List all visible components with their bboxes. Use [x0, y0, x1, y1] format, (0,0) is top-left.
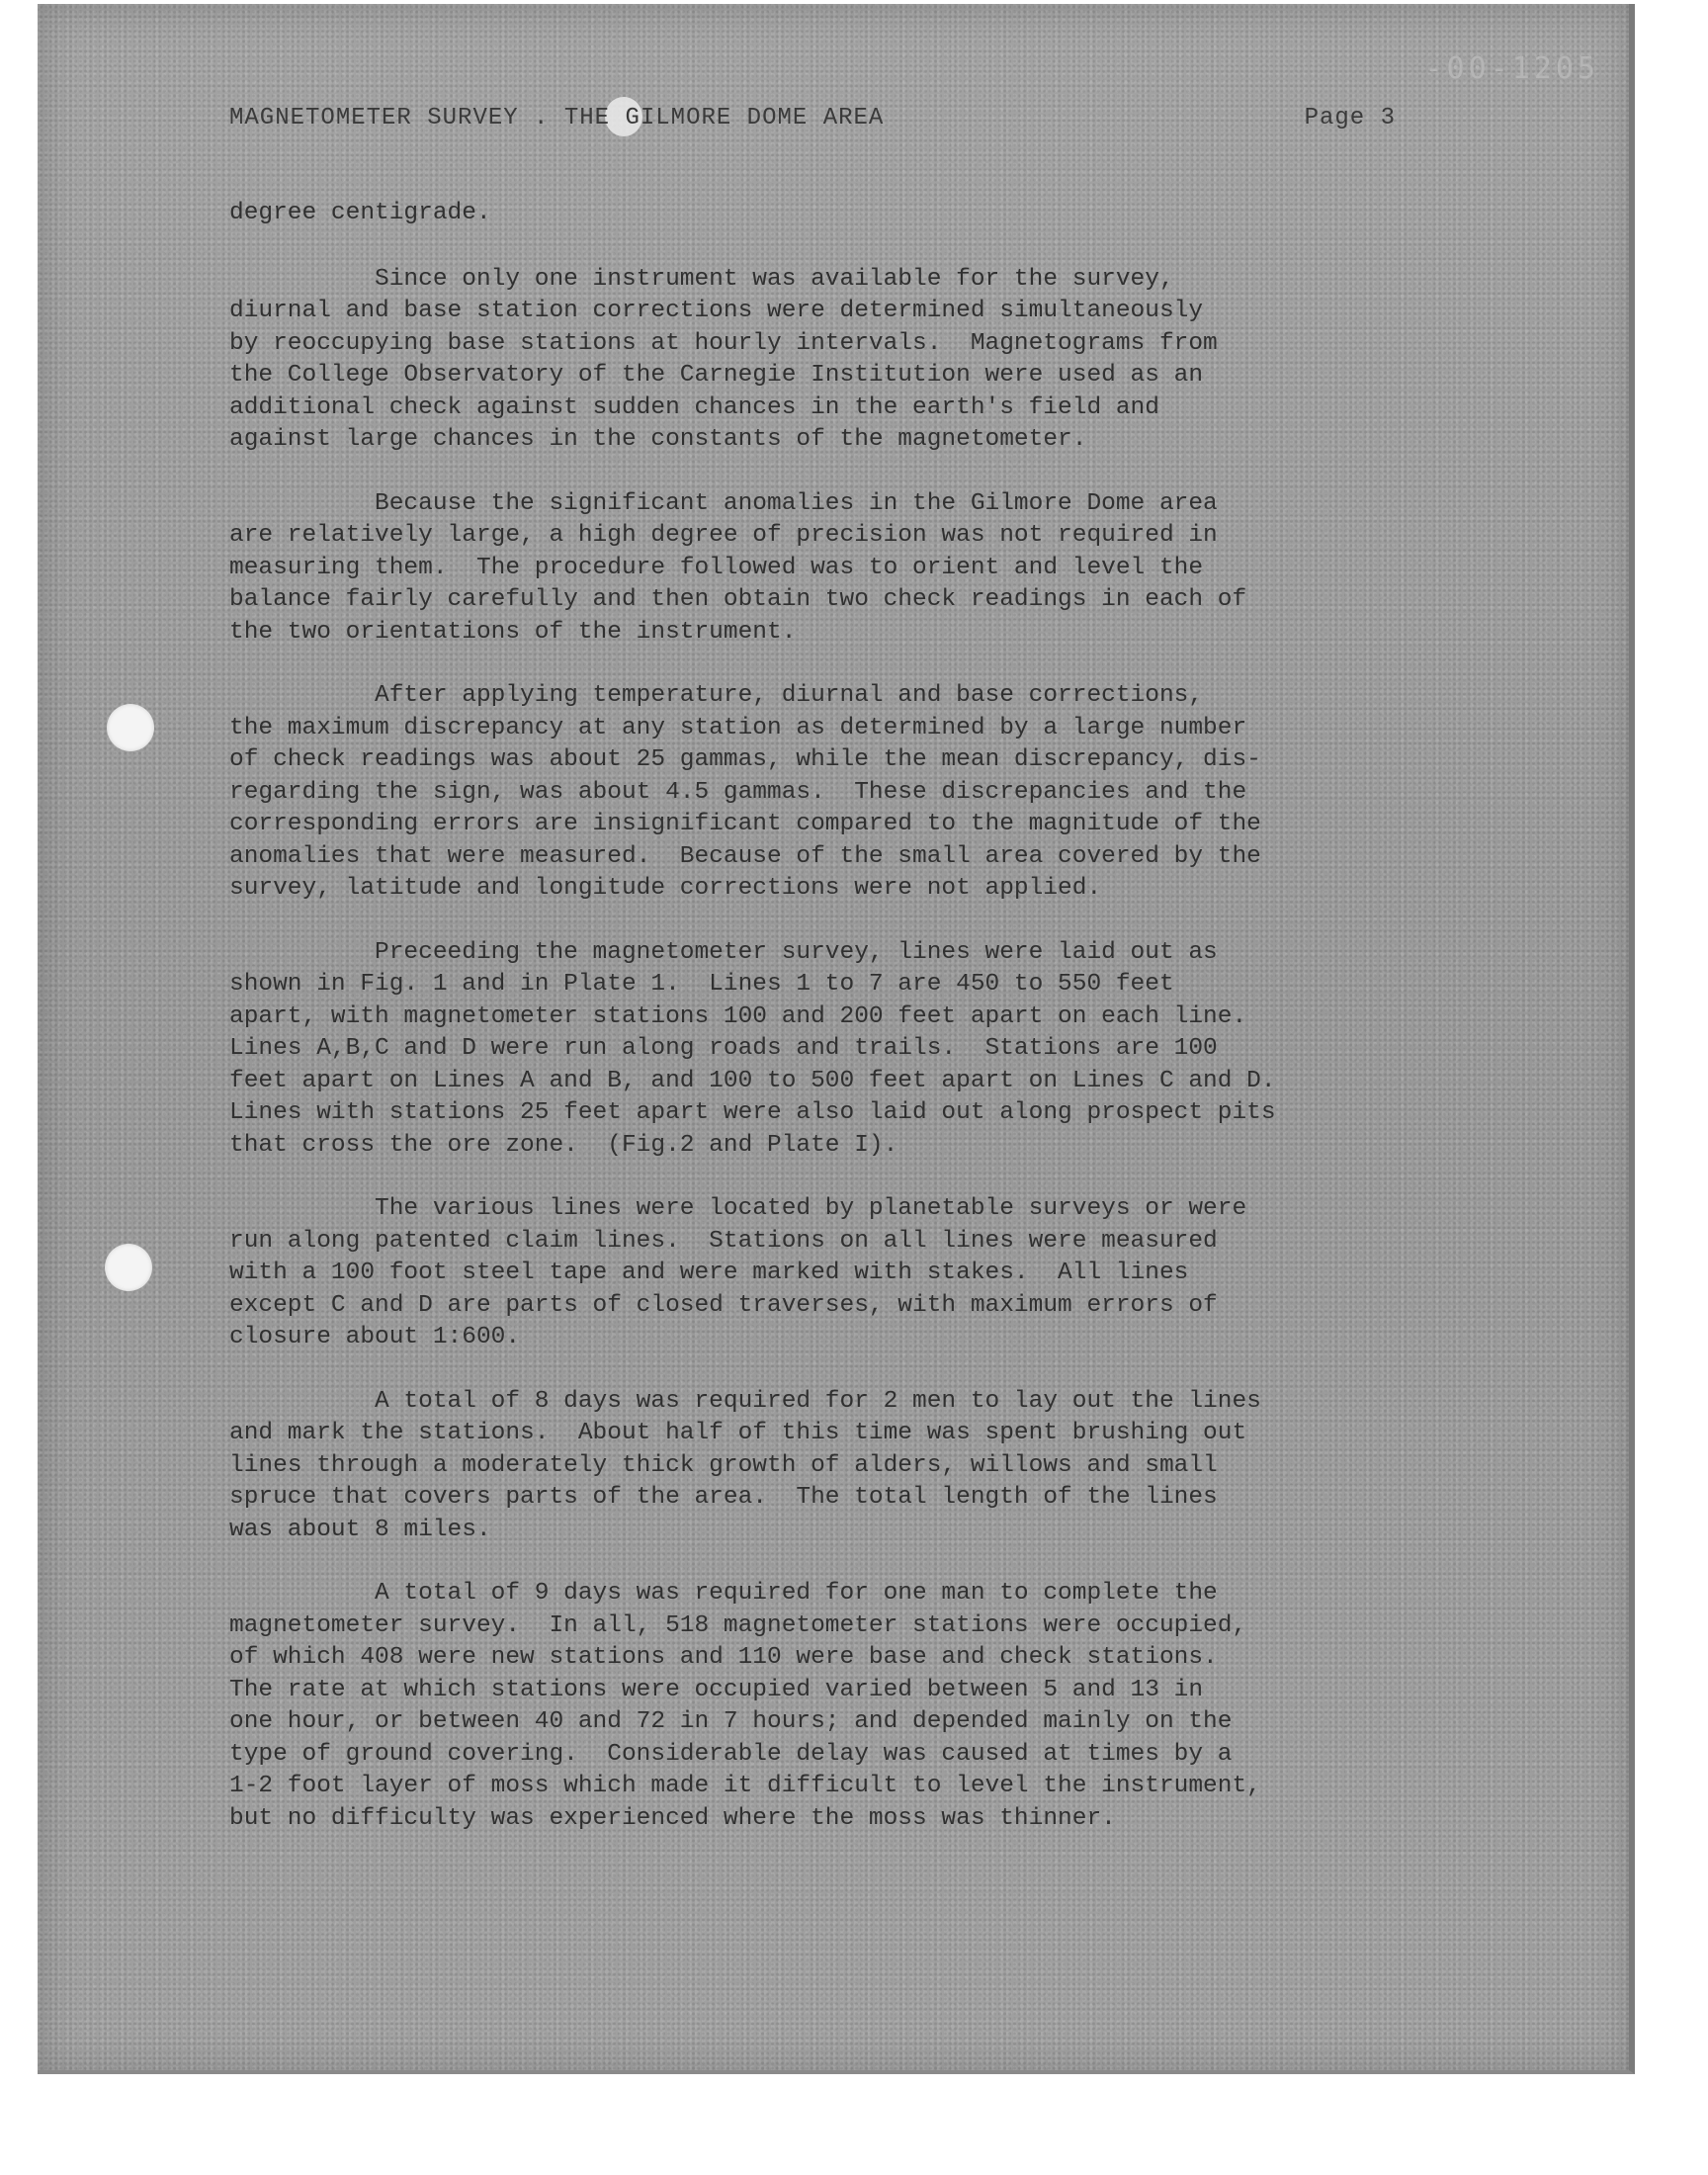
- text-line: Preceeding the magnetometer survey, lines were laid out as: [229, 938, 1218, 966]
- punch-hole: [105, 1244, 152, 1291]
- punch-hole: [107, 704, 154, 751]
- paragraph: [229, 1193, 1465, 1354]
- text-line: A total of 8 days was required for 2 men to lay out the lines: [229, 1387, 1261, 1415]
- text-line: that cross the ore zone. (Fig.2 and Plate I).: [229, 1131, 898, 1159]
- text-line: and mark the stations. About half of this time was spent brushing out: [229, 1420, 1247, 1446]
- text-line: apart, with magnetometer stations 100 and 200 feet apart on each line.: [229, 1002, 1247, 1030]
- text-line: Because the significant anomalies in the Gilmore Dome area: [229, 489, 1218, 517]
- text-line: the College Observatory of the Carnegie Institution were used as an: [229, 362, 1204, 389]
- paragraph: [229, 937, 1465, 1163]
- paragraph: [229, 198, 1465, 230]
- text-line: anomalies that were measured. Because of the small area covered by the: [229, 842, 1261, 870]
- text-line: except C and D are parts of closed traverses, with maximum errors of: [229, 1291, 1218, 1319]
- text-line: one hour, or between 40 and 72 in 7 hours; and depended mainly on the: [229, 1708, 1233, 1735]
- text-line: balance fairly carefully and then obtain two check readings in each of: [229, 586, 1247, 613]
- text-line: shown in Fig. 1 and in Plate 1. Lines 1 to 7 are 450 to 550 feet: [229, 971, 1174, 998]
- text-line: spruce that covers parts of the area. The total length of the lines: [229, 1484, 1218, 1511]
- text-line: against large chances in the constants of the magnetometer.: [229, 426, 1087, 453]
- text-line: The various lines were located by planetable surveys or were: [229, 1195, 1247, 1222]
- text-line: Lines A,B,C and D were run along roads and trails. Stations are 100: [229, 1035, 1218, 1062]
- text-line: was about 8 miles.: [229, 1516, 491, 1543]
- text-line: diurnal and base station corrections were determined simultaneously: [229, 298, 1204, 324]
- text-line: After applying temperature, diurnal and base corrections,: [229, 682, 1204, 709]
- paragraph: [229, 264, 1465, 457]
- text-line: feet apart on Lines A and B, and 100 to 500 feet apart on Lines C and D.: [229, 1067, 1276, 1094]
- text-line: lines through a moderately thick growth of alders, willows and small: [229, 1451, 1218, 1479]
- document-stamp: -00-1205: [1424, 51, 1599, 86]
- text-line: type of ground covering. Considerable delay was caused at times by a: [229, 1740, 1233, 1768]
- text-line: by reoccupying base stations at hourly intervals. Magnetograms from: [229, 329, 1218, 357]
- text-line: degree centigrade.: [229, 200, 491, 226]
- text-line: Lines with stations 25 feet apart were also laid out along prospect pits: [229, 1099, 1276, 1126]
- text-line: the two orientations of the instrument.: [229, 618, 797, 646]
- paragraph: [229, 1578, 1465, 1835]
- page-number: Page 3: [1304, 105, 1396, 131]
- text-line: are relatively large, a high degree of precision was not required in: [229, 522, 1218, 549]
- text-line: survey, latitude and longitude corrections were not applied.: [229, 875, 1102, 902]
- paragraph: [229, 680, 1465, 906]
- text-line: The rate at which stations were occupied varied between 5 and 13 in: [229, 1676, 1204, 1703]
- body-text: [229, 198, 1465, 1867]
- text-line: corresponding errors are insignificant compared to the magnitude of the: [229, 811, 1261, 837]
- text-line: closure about 1:600.: [229, 1324, 521, 1350]
- text-line: with a 100 foot steel tape and were marked with stakes. All lines: [229, 1260, 1189, 1286]
- text-line: the maximum discrepancy at any station as determined by a large number: [229, 714, 1247, 741]
- text-line: Since only one instrument was available for the survey,: [229, 265, 1174, 293]
- page-header: [229, 105, 1396, 144]
- text-line: run along patented claim lines. Stations on all lines were measured: [229, 1227, 1218, 1255]
- paragraph: [229, 488, 1465, 650]
- text-line: magnetometer survey. In all, 518 magnetometer stations were occupied,: [229, 1611, 1247, 1639]
- text-line: additional check against sudden chances in the earth's field and: [229, 393, 1159, 421]
- text-line: A total of 9 days was required for one man to complete the: [229, 1580, 1218, 1607]
- paragraph: [229, 1386, 1465, 1547]
- text-line: of which 408 were new stations and 110 were base and check stations.: [229, 1644, 1218, 1671]
- text-line: regarding the sign, was about 4.5 gammas. These discrepancies and the: [229, 778, 1247, 806]
- text-line: but no difficulty was experienced where the moss was thinner.: [229, 1804, 1116, 1832]
- text-line: 1-2 foot layer of moss which made it difficult to level the instrument,: [229, 1773, 1261, 1799]
- text-line: of check readings was about 25 gammas, while the mean discrepancy, dis-: [229, 746, 1261, 773]
- running-title: MAGNETOMETER SURVEY . THE GILMORE DOME AREA: [229, 105, 885, 131]
- text-line: measuring them. The procedure followed was to orient and level the: [229, 554, 1204, 581]
